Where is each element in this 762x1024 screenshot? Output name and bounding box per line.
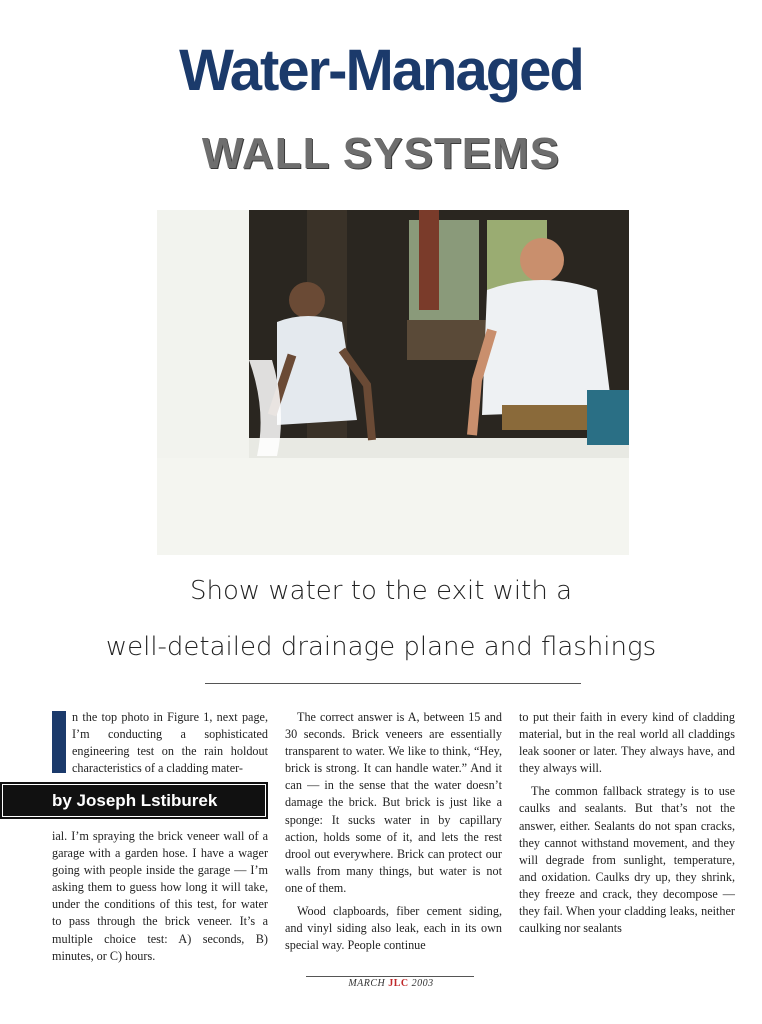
article-column-1-bottom [52,828,268,965]
photo-two-workers-icon [157,210,629,555]
footer-year: 2003 [411,978,434,989]
footer-divider [306,976,474,977]
col2-paragraph-1: The correct answer is A, between 15 and 30 seconds. Brick veneers are essentially transparent to water. We like to think, “Hey, brick is strong. It can handle water.” And it can — in the sense that the water doesn’t damage the brick. But brick is just like a sponge: It sucks water in by capillary action, holds some of it, and lets the rest drool out everywhere. Brick can protect our walls from many things, but water is not one of them. [285,710,502,895]
feature-photo [157,210,629,555]
byline-text: by Joseph Lstiburek [52,791,218,810]
col2-paragraph-2: Wood clapboards, fiber cement siding, and vinyl siding also leak, each in its own special way. People continue [285,904,502,953]
deck-line-1: Show water to the exit with a [189,576,573,606]
col1-bottom-text: ial. I’m spraying the brick veneer wall of a garage with a garden hose. I have a wager going with people inside the garage — I’m asking them to guess how long it will take, under the conditions of this test, for water to pass through the brick veneer. It’s a multiple choice test: A) seconds, B) minutes, or C) hours. [52,829,268,963]
headline-title: Water-Managed [179,38,583,103]
col3-paragraph-2: The common fallback strategy is to use caulks and sealants. But that’s not the answer, either. Sealants do not span cracks, they cannot withstand movement, and they will degrade from sunlight, temperature, and oxidation. Caulks dry up, they shrink, they freeze and crack, they decompose — they fail. When your cladding leaks, neither caulking nor sealants [519,784,735,936]
drop-cap [52,711,66,773]
page-footer [0,978,762,989]
byline-banner [0,782,268,819]
article-column-2 [285,709,502,954]
footer-month: MARCH [348,978,386,989]
footer-brand: JLC [388,978,409,989]
headline-subtitle: WALL SYSTEMS [201,129,561,178]
col1-top-text: n the top photo in Figure 1, next page, I’m conducting a sophisticated engineering test on the rain holdout characteristics of a cladding mater- [72,710,268,776]
col3-paragraph-1: to put their faith in every kind of cladding material, but in the real world all claddings leak sooner or later. They always have, and they always will. [519,710,735,776]
article-column-1-top [52,709,268,777]
deck-divider [205,683,581,684]
deck-line-2: well-detailed drainage plane and flashings [105,632,657,662]
article-column-3 [519,709,735,937]
